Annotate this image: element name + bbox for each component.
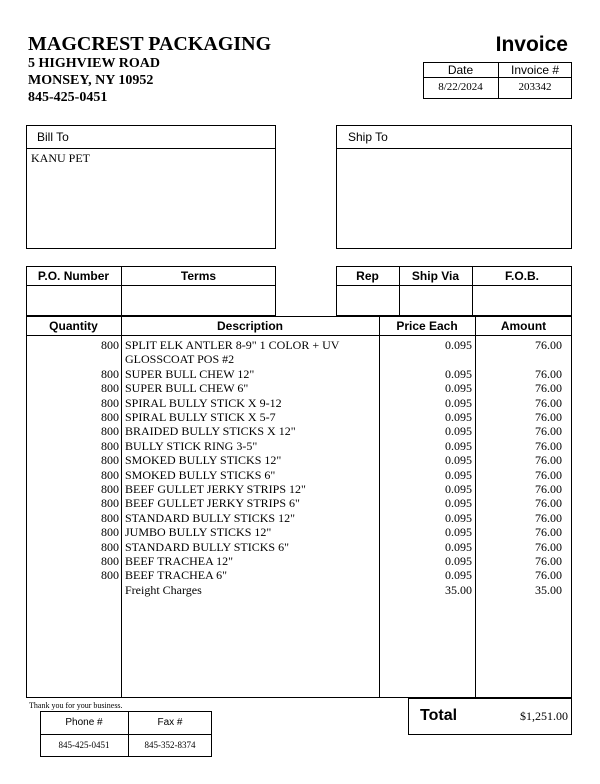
date-label: Date xyxy=(447,63,474,77)
item-description: SUPER BULL CHEW 6" xyxy=(125,381,249,396)
item-description: BEEF TRACHEA 6" xyxy=(125,568,228,583)
item-amount: 76.00 xyxy=(535,395,562,410)
price-each-header: Price Each xyxy=(396,319,458,333)
item-description: BEEF GULLET JERKY STRIPS 12" xyxy=(125,482,306,496)
item-description: SMOKED BULLY STICKS 6" xyxy=(125,467,276,482)
amount-header: Amount xyxy=(500,319,547,333)
item-quantity: 800 xyxy=(101,424,119,439)
invoice-date: 8/22/2024 xyxy=(438,81,483,93)
company-name: MAGCREST PACKAGING xyxy=(28,33,272,55)
bill-to-value: KANU PET xyxy=(31,151,90,165)
fax-label: Fax # xyxy=(157,717,183,728)
item-description: BEEF TRACHEA 12" xyxy=(125,554,234,568)
ship-to-label: Ship To xyxy=(348,130,388,144)
item-quantity: 800 xyxy=(101,467,119,482)
item-amount: 76.00 xyxy=(535,410,562,424)
item-description: JUMBO BULLY STICKS 12" xyxy=(125,525,272,540)
item-price: 0.095 xyxy=(445,438,472,453)
item-price: 0.095 xyxy=(445,525,472,540)
company-address-line2: MONSEY, NY 10952 xyxy=(28,73,154,88)
po-number-header: P.O. Number xyxy=(37,269,110,283)
total-label: Total xyxy=(420,707,458,724)
footer-phone: 845-425-0451 xyxy=(58,740,110,750)
item-amount: 76.00 xyxy=(535,525,562,540)
item-price: 0.095 xyxy=(445,453,472,468)
item-amount: 76.00 xyxy=(535,496,562,511)
item-quantity: 800 xyxy=(101,453,119,468)
item-amount: 76.00 xyxy=(535,453,562,468)
description-header: Description xyxy=(216,319,283,333)
item-amount: 76.00 xyxy=(535,554,562,568)
thank-you-note: Thank you for your business. xyxy=(29,701,123,710)
item-quantity: 800 xyxy=(101,438,119,453)
item-amount: 76.00 xyxy=(535,424,562,439)
footer-fax: 845-352-8374 xyxy=(144,740,196,750)
item-description: SPLIT ELK ANTLER 8-9" 1 COLOR + UV xyxy=(125,338,340,352)
item-quantity: 800 xyxy=(101,539,119,554)
item-description: STANDARD BULLY STICKS 6" xyxy=(125,539,289,554)
item-price: 0.095 xyxy=(445,496,472,511)
item-price: 0.095 xyxy=(445,410,472,424)
item-price: 35.00 xyxy=(445,582,472,597)
item-quantity: 800 xyxy=(101,395,119,410)
company-phone: 845-425-0451 xyxy=(28,90,108,105)
terms-header: Terms xyxy=(180,269,217,283)
item-description: SPIRAL BULLY STICK X 5-7 xyxy=(125,410,276,424)
item-price: 0.095 xyxy=(445,467,472,482)
item-quantity: 800 xyxy=(101,410,119,424)
item-description: BRAIDED BULLY STICKS X 12" xyxy=(125,424,296,439)
item-quantity: 800 xyxy=(101,554,119,568)
item-quantity: 800 xyxy=(101,338,119,352)
total-amount: $1,251.00 xyxy=(520,709,568,723)
item-price: 0.095 xyxy=(445,366,472,381)
item-price: 0.095 xyxy=(445,338,472,352)
item-quantity: 800 xyxy=(101,496,119,511)
item-description-cont: GLOSSCOAT POS #2 xyxy=(125,352,235,367)
document-title: Invoice xyxy=(495,33,568,56)
item-quantity: 800 xyxy=(101,381,119,396)
item-description: SMOKED BULLY STICKS 12" xyxy=(125,453,282,468)
item-quantity: 800 xyxy=(101,482,119,496)
item-price: 0.095 xyxy=(445,568,472,583)
item-amount: 76.00 xyxy=(535,438,562,453)
item-amount: 76.00 xyxy=(535,539,562,554)
item-amount: 35.00 xyxy=(535,582,562,597)
item-amount: 76.00 xyxy=(535,482,562,496)
item-amount: 76.00 xyxy=(535,568,562,583)
item-quantity: 800 xyxy=(101,510,119,525)
item-amount: 76.00 xyxy=(535,338,562,352)
item-price: 0.095 xyxy=(445,510,472,525)
item-quantity: 800 xyxy=(101,525,119,540)
item-description: BEEF GULLET JERKY STRIPS 6" xyxy=(125,496,300,511)
item-description: STANDARD BULLY STICKS 12" xyxy=(125,510,295,525)
item-amount: 76.00 xyxy=(535,510,562,525)
item-price: 0.095 xyxy=(445,424,472,439)
item-amount: 76.00 xyxy=(535,467,562,482)
fob-header: F.O.B. xyxy=(504,269,539,283)
item-price: 0.095 xyxy=(445,395,472,410)
invoice-number: 203342 xyxy=(518,81,552,93)
item-quantity: 800 xyxy=(101,568,119,583)
item-description: SUPER BULL CHEW 12" xyxy=(125,366,255,381)
quantity-header: Quantity xyxy=(49,319,98,333)
ship-via-header: Ship Via xyxy=(411,269,460,283)
bill-to-label: Bill To xyxy=(37,130,69,144)
item-price: 0.095 xyxy=(445,482,472,496)
phone-label: Phone # xyxy=(65,717,103,728)
item-price: 0.095 xyxy=(445,539,472,554)
company-address-line1: 5 HIGHVIEW ROAD xyxy=(28,56,160,71)
item-price: 0.095 xyxy=(445,554,472,568)
invoice-number-label: Invoice # xyxy=(510,63,560,77)
item-description: Freight Charges xyxy=(125,582,202,597)
item-amount: 76.00 xyxy=(535,366,562,381)
rep-header: Rep xyxy=(356,269,379,283)
item-description: SPIRAL BULLY STICK X 9-12 xyxy=(125,395,282,410)
item-quantity: 800 xyxy=(101,366,119,381)
item-description: BULLY STICK RING 3-5" xyxy=(125,438,258,453)
item-amount: 76.00 xyxy=(535,381,562,396)
item-price: 0.095 xyxy=(445,381,472,396)
